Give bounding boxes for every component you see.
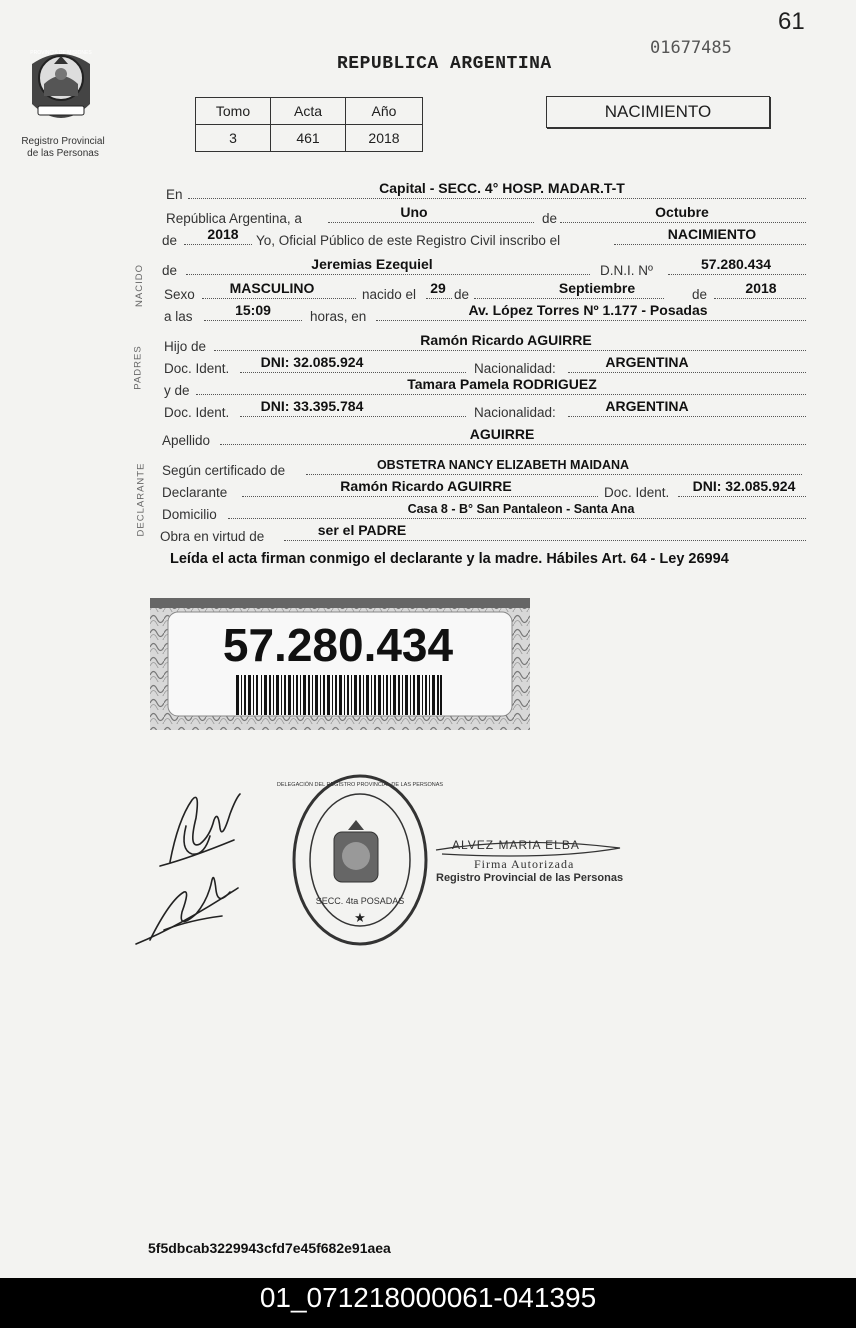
official-stamp	[276, 772, 444, 948]
row-certificado: Según certificado de OBSTETRA NANCY ELIZABETH MAIDANA	[162, 458, 806, 478]
header-anio: Año	[346, 98, 423, 125]
madre-nac-value: ARGENTINA	[605, 398, 689, 414]
row-padre-doc: Doc. Ident. DNI: 32.085.924 Nacionalidad: ARGENTINA	[162, 356, 806, 376]
row-domicilio: Domicilio Casa 8 - B° San Pantaleon - Santa Ana	[162, 502, 806, 522]
padre-doc-value: DNI: 32.085.924	[260, 354, 364, 370]
value-anio: 2018	[346, 125, 423, 152]
handwritten-signatures	[130, 780, 250, 950]
document-title: REPUBLICA ARGENTINA	[337, 54, 552, 74]
authority-role: Firma Autorizada	[474, 857, 575, 871]
tipo-value: NACIMIENTO	[667, 226, 757, 242]
province-emblem-icon	[24, 44, 98, 132]
padre-nac-value: ARGENTINA	[605, 354, 689, 370]
record-type-box: NACIMIENTO	[546, 96, 770, 128]
registry-caption: Registro Provincial de las Personas	[21, 136, 105, 159]
row-apellido: Apellido AGUIRRE	[162, 428, 806, 448]
value-acta: 461	[271, 125, 346, 152]
row-sexo: Sexo MASCULINO nacido el 29 de Septiembre de 2018	[162, 282, 806, 302]
header-tomo: Tomo	[196, 98, 271, 125]
row-nombre: de Jeremias Ezequiel D.N.I. Nº 57.280.434	[162, 258, 806, 278]
svg-text:★: ★	[354, 910, 366, 925]
row-fecha: República Argentina, a Uno de Octubre	[162, 206, 806, 226]
emblem-seal-text: PROVINCIA DE MISIONES	[30, 50, 92, 56]
dia-value: Uno	[400, 204, 428, 220]
stamp-ring-text: DELEGACIÓN DEL REGISTRO PROVINCIAL DE LAS PERSONAS	[276, 782, 444, 788]
nac-dia-value: 29	[430, 280, 446, 296]
mes-value: Octubre	[655, 204, 709, 220]
madre-doc-value: DNI: 33.395.784	[260, 398, 364, 414]
nac-anio-value: 2018	[745, 280, 777, 296]
serial-number: 01677485	[650, 38, 732, 58]
row-hora: a las 15:09 horas, en Av. López Torres Nº 1.177 - Posadas	[162, 304, 806, 324]
obra-value: ser el PADRE	[317, 522, 407, 538]
apellido-value: AGUIRRE	[469, 426, 535, 442]
dni-sticker-number: 57.280.434	[222, 619, 454, 671]
nac-mes-value: Septiembre	[558, 280, 636, 296]
domicilio-value: Casa 8 - B° San Pantaleon - Santa Ana	[407, 502, 635, 516]
nombre-value: Jeremias Ezequiel	[311, 256, 433, 272]
row-obra: Obra en virtud de ser el PADRE	[162, 524, 806, 544]
sexo-value: MASCULINO	[229, 280, 315, 296]
barcode	[236, 675, 442, 715]
section-padres: PADRES	[132, 345, 144, 390]
page-number: 61	[778, 8, 805, 35]
lugar-value: Capital - SECC. 4° HOSP. MADAR.T-T	[379, 180, 625, 196]
certificado-value: OBSTETRA NANCY ELIZABETH MAIDANA	[376, 458, 630, 472]
value-tomo: 3	[196, 125, 271, 152]
record-table	[195, 97, 423, 152]
legal-text: Leída el acta firman conmigo el declarante y la madre. Hábiles Art. 64 - Ley 26994	[170, 551, 729, 567]
anio-value: 2018	[207, 226, 239, 242]
header-acta: Acta	[271, 98, 346, 125]
row-declarante: Declarante Ramón Ricardo AGUIRRE Doc. Ident. DNI: 32.085.924	[162, 480, 806, 500]
declarante-value: Ramón Ricardo AGUIRRE	[340, 478, 512, 494]
row-padre: Hijo de Ramón Ricardo AGUIRRE	[162, 334, 806, 354]
authority-name: ALVEZ MARIA ELBA	[452, 838, 580, 852]
row-anio: de 2018 Yo, Oficial Público de este Registro Civil inscribo el NACIMIENTO	[162, 228, 806, 248]
lugar-nac-value: Av. López Torres Nº 1.177 - Posadas	[468, 302, 708, 318]
madre-value: Tamara Pamela RODRIGUEZ	[407, 376, 597, 392]
row-madre: y de Tamara Pamela RODRIGUEZ	[162, 378, 806, 398]
document-hash: 5f5dbcab3229943cfd7e45f682e91aea	[148, 1240, 391, 1256]
dni-value: 57.280.434	[700, 256, 772, 272]
section-declarante: DECLARANTE	[135, 462, 147, 537]
section-nacido: NACIDO	[133, 264, 145, 307]
padre-value: Ramón Ricardo AGUIRRE	[420, 332, 592, 348]
hora-value: 15:09	[235, 302, 271, 318]
declarante-doc-value: DNI: 32.085.924	[692, 478, 796, 494]
row-madre-doc: Doc. Ident. DNI: 33.395.784 Nacionalidad: ARGENTINA	[162, 400, 806, 420]
authority-office: Registro Provincial de las Personas	[436, 872, 624, 884]
footer-id: 01_071218000061-041395	[0, 1278, 856, 1328]
row-en: En Capital - SECC. 4° HOSP. MADAR.T-T	[162, 182, 806, 202]
stamp-inner-text: SECC. 4ta POSADAS	[315, 896, 405, 906]
